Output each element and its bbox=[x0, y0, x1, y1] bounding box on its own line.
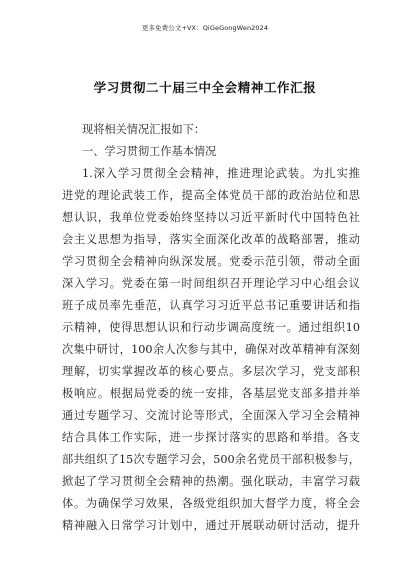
body-paragraph-line: 通过专题学习、交流讨论等形式，全面深入学习全会精神 bbox=[62, 409, 360, 422]
body-paragraph-line: 1.深入学习贯彻全会精神，推进理论武装。为扎实推 bbox=[82, 167, 360, 180]
body-paragraph-line: 掀起了学习贯彻全会精神的热潮。强化联动，丰富学习载 bbox=[62, 475, 360, 488]
body-paragraph-line: 体。为确保学习效果，各级党组织加大督学力度，将全会 bbox=[62, 497, 360, 510]
body-paragraph-line: 理解，切实掌握改革的核心要点。多层次学习，党支部积 bbox=[62, 365, 360, 378]
top-banner: 更多免费公文+VX：QiGeGongWen2024 bbox=[141, 24, 269, 32]
body-paragraph-line: 学习贯彻全会精神向纵深发展。党委示范引领，带动全面 bbox=[62, 255, 360, 268]
section-heading: 一、学习贯彻工作基本情况 bbox=[82, 145, 217, 158]
body-paragraph-line: 进党的理论武装工作，提高全体党员干部的政治站位和思 bbox=[62, 189, 360, 202]
body-paragraph-line: 次集中研讨，100余人次参与其中，确保对改革精神有深刻 bbox=[62, 343, 360, 356]
body-paragraph-line: 精神融入日常学习计划中，通过开展联动研讨活动，提升 bbox=[62, 519, 360, 532]
body-paragraph-line: 示精神，使得思想认识和行动步调高度统一。通过组织10 bbox=[62, 321, 360, 334]
body-paragraph-line: 班子成员率先垂范，认真学习习近平总书记重要讲话和指 bbox=[62, 299, 360, 312]
body-paragraph-line: 极响应。根据局党委的统一安排，各基层党支部多措并举 bbox=[62, 387, 360, 400]
greeting-line: 现将相关情况汇报如下： bbox=[82, 123, 206, 136]
body-paragraph-line: 部共组织了15次专题学习会，500余名党员干部积极参与， bbox=[62, 453, 360, 466]
body-paragraph-line: 深入学习。党委在第一时间组织召开理论学习中心组会议 bbox=[62, 277, 360, 290]
document-title: 学习贯彻二十届三中全会精神工作汇报 bbox=[93, 80, 317, 95]
body-paragraph-line: 结合具体工作实际，进一步探讨落实的思路和举措。各支 bbox=[62, 431, 360, 444]
body-paragraph-line: 想认识，我单位党委始终坚持以习近平新时代中国特色社 bbox=[62, 211, 360, 224]
body-paragraph-line: 会主义思想为指导，落实全面深化改革的战略部署，推动 bbox=[62, 233, 360, 246]
